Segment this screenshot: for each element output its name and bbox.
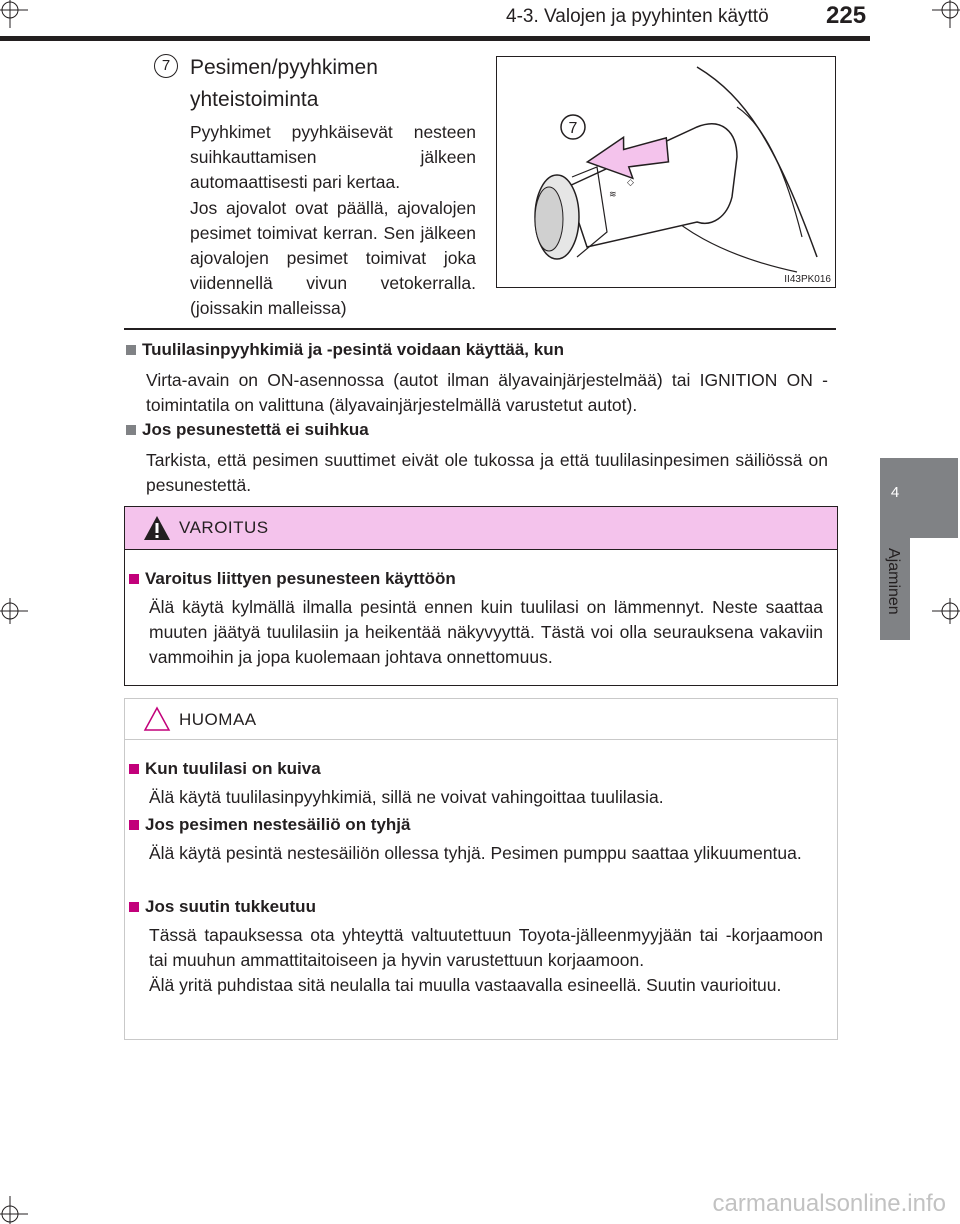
info-heading-2: Jos pesunestettä ei suihkua <box>126 420 838 440</box>
registration-mark-bottom-left <box>0 1194 30 1224</box>
notice-body-3: Tässä tapauksessa ota yhteyttä valtuutettuun Toyota-jälleenmyyjään tai -korjaamoon tai muuhun ammattitaitoiseen ja hyvin varustettuun korjaamoon. <box>149 925 823 970</box>
lever-drawing <box>497 57 835 287</box>
warning-triangle-icon <box>143 515 171 541</box>
notice-body-1: Älä käytä tuulilasinpyyhkimiä, sillä ne voivat vahingoittaa tuulilasia. <box>149 787 664 807</box>
chapter-number: 4 <box>890 484 900 501</box>
notice-body-2: Älä käytä pesintä nestesäiliön ollessa tyhjä. Pesimen pumppu saattaa ylikuumentua. <box>149 843 802 863</box>
warning-heading: Varoitus liittyen pesunesteen käyttöön <box>129 569 829 589</box>
warning-body: Älä käytä kylmällä ilmalla pesintä ennen kuin tuulilasi on lämmennyt. Neste saattaa muuten jäätyä tuulilasiin ja heikentää näkyvyyttä. Tästä voi olla seurauksena vakaviin vammoihin ja jopa kuolemaan johtava onnettomuus. <box>149 597 823 667</box>
bullet-square-icon <box>126 345 136 355</box>
item-paragraph-2: Jos ajovalot ovat päällä, ajovalojen pesimet toimivat kerran. Sen jälkeen ajovalojen pesimet toimivat joka viidennellä vivun vetokerralla. (joissakin malleissa) <box>190 198 476 318</box>
caution-triangle-icon <box>143 706 171 732</box>
chapter-label: Ajaminen <box>885 548 902 615</box>
notice-header-bar <box>125 699 837 740</box>
registration-mark-mid-right <box>930 596 960 626</box>
warning-header-bar <box>125 507 837 550</box>
warning-box <box>124 506 838 686</box>
figure-callout-number: 7 <box>568 120 578 137</box>
section-header-title: 4-3. Valojen ja pyyhinten käyttö <box>506 6 769 27</box>
section-divider <box>124 328 836 330</box>
watermark: carmanualsonline.info <box>712 1190 946 1217</box>
notice-heading-2: Jos pesimen nestesäiliö on tyhjä <box>129 815 829 835</box>
item-number-badge: 7 <box>154 54 178 78</box>
registration-mark-top-right <box>930 0 960 30</box>
notice-body-3b: Älä yritä puhdistaa sitä neulalla tai muulla vastaavalla esineellä. Suutin vaurioituu. <box>149 975 782 995</box>
notice-heading-1: Kun tuulilasi on kuiva <box>129 759 829 779</box>
figure-code: II43PK016 <box>784 274 831 285</box>
info-body-1: Virta-avain on ON-asennossa (autot ilman älyavainjärjestelmää) tai IGNITION ON -toimintatila on valittuna (älyavainjärjestelmällä varustetut autot). <box>146 370 828 415</box>
registration-mark-top-left <box>0 0 30 30</box>
item-title: Pesimen/pyyhkimen yhteistoiminta <box>190 56 378 111</box>
svg-text:≋: ≋ <box>609 189 617 199</box>
page-number: 225 <box>826 2 867 29</box>
item-paragraph-1: Pyyhkimet pyyhkäisevät nesteen suihkauttamisen jälkeen automaattisesti pari kertaa. <box>190 122 476 192</box>
info-body-2: Tarkista, että pesimen suuttimet eivät ole tukossa ja että tuulilasinpesimen säiliössä on pesunestettä. <box>146 450 828 495</box>
header-rule <box>0 36 870 41</box>
info-heading-1: Tuulilasinpyyhkimiä ja -pesintä voidaan käyttää, kun <box>126 340 838 360</box>
bullet-square-icon <box>129 764 139 774</box>
notice-label: HUOMAA <box>179 710 257 729</box>
svg-text:◇: ◇ <box>627 177 634 187</box>
notice-heading-3: Jos suutin tukkeutuu <box>129 897 829 917</box>
bullet-square-icon <box>126 425 136 435</box>
warning-label: VAROITUS <box>179 518 269 537</box>
bullet-square-icon <box>129 820 139 830</box>
registration-mark-mid-left <box>0 596 30 626</box>
notice-box <box>124 698 838 1040</box>
bullet-square-icon <box>129 574 139 584</box>
wiper-lever-illustration <box>496 56 836 288</box>
bullet-square-icon <box>129 902 139 912</box>
